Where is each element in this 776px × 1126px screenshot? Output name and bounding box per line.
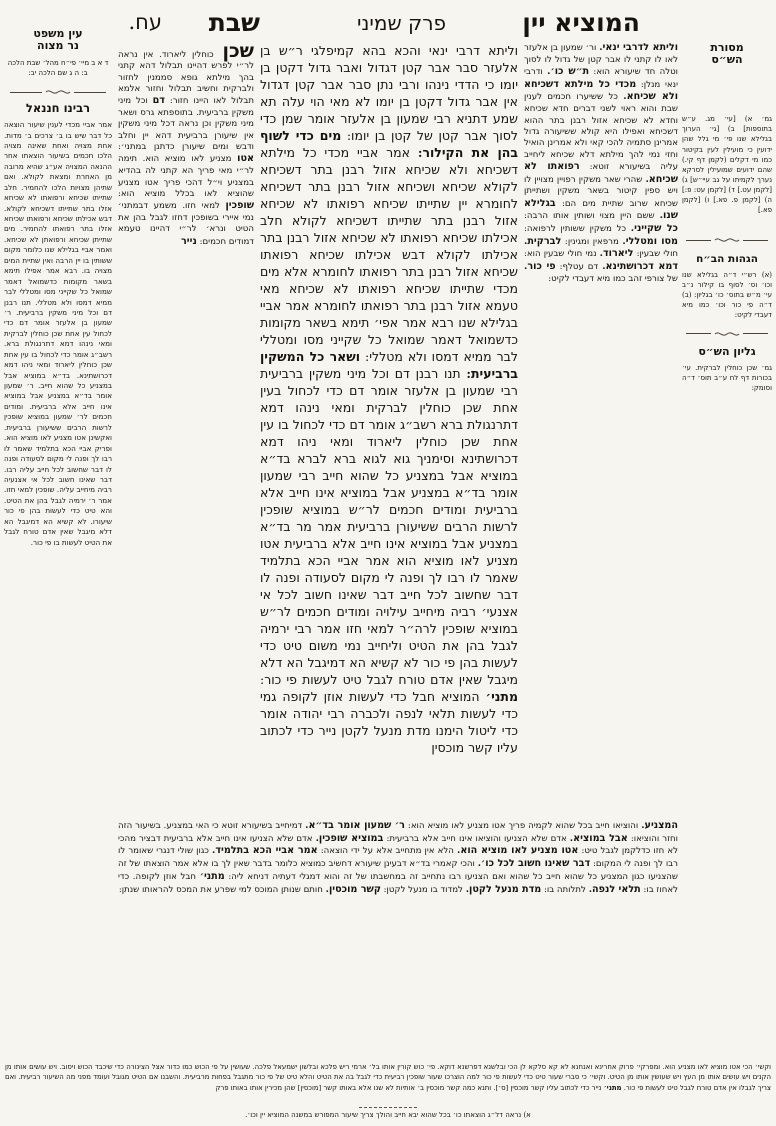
dibur-hamatchil: לברקית. [524,235,562,247]
text-segment: וקשי׳ הכי אטו מוציא לאו מצניע הוא. ומפרקי׳ פרוק אחרינא ואנחנא לא קא סלקא לן הכי ובלשנא דפרשנא דוקא. פי׳ כוש קורין אותו בל׳ ארמי ריש פלכא ובלשון ישמעאל פלכה. שעושין על פי הכוש כמו כדור אצל הצינורה כדי שיכבד הכוש ויסוב. ויש עושים אותו מן הקנים ויש עושים אותו מן העץ ויש שעושין אותו מן הטיט. וקשי׳ כי סברי שעור טיט כדי לעשות פי כור למה הוצרכו שעור שופכין רביעית כדי לגבל בה את הטיט והלא טיט של פי כור מתגבל בפחות מרביעית. והשבנו אם הטיט מגובל ועומד מפני מה השיעור רביעית. ואם צריך לגבלו אין אדם טורח לגבל טיט לעשות פי כור. [5,1063,771,1092]
gemara-column [260,42,518,812]
dibur-hamatchil: מתני׳ [199,870,225,882]
divider-ornament [686,236,768,244]
ornament-squiggle-icon [714,330,740,338]
dibur-hamatchil: ת״ש כו׳. [547,66,590,78]
dibur-hamatchil: נייר [181,235,197,247]
dibur-hamatchil: אטו [237,153,254,165]
text-segment: ודרבי ינאי מנלן: [524,67,678,90]
dibur-hamatchil: ושאר כל המשקין ברביעית: [260,349,518,381]
ein-mishpat-entries: ד א ב מיי׳ פי״ח מהל׳ שבת הלכה ב: ה ג שם הלכה יב: [7,59,109,78]
text-segment: לתלותה בו: [543,884,586,895]
text-segment: מרפאין ומגינין: [564,236,619,247]
text-segment: והכי קאמרי בד״א דבעינן שיעורא דחשיב כמוציא כלומר בדבר שאין לך בו אלא אמר הוצאתו של זה שהצניעו כגון המצניע כל שהוא חייב כל שהוא ואם הצניעו רבו נתחייב זה במחשבתו של זה והוא דמגלי דעתיה דניחא ליה: [118,859,678,882]
text-segment: וליתא דרבי ינאי והכא בהא קמיפלגי ר״ש בן אלעזר סבר אבר קטן דגדול ואבר גדול דקטן בן יומו כי הדדי נינהו ורבי נתן סבר אבר קטן דגדול אין אבר גדול דקטן בן יומו לא מאי הוי עלה תא שמע דתניא רבי שמעון בן אלעזר אומר שמן כדי לסוך אבר קטן של קטן בן יומו: [260,43,518,143]
text-segment: אדם שלא הצניעו והוציאו אינו חייב אלא ברביעית: [386,833,567,844]
footnote-divider [359,1107,417,1108]
text-segment: אמר אביי מכדי כל מילתא דשכיחא ולא שכיחא אזול רבנן בתר דשכיחא לקולא שכיחא ושכיחא אזול רבנן בתר דשכיחא לחומרא יין שתייתו שכיחא רפואתו לא שכיחא אזול רבנן בתר שתייתו דשכיחא לקולא חלב אכילתו שכיחא רפואתו לא שכיחא אזול רבנן בתר אכילתו לקולא דבש אכילתו שכיחא רפואתו שכיחא אזול רבנן בתר רפואתו לחומרא אלא מים מכדי שתייתו שכיחא רפואתו לא שכיחא מאי טעמא אזול רבנן בתר רפואתו לחומרא אמר אביי בגלילא שנו רבא אמר אפי׳ תימא בשאר מקומות כדשמואל דאמר שמואל כל שקייני מסו ומטללי לבר ממיא דמסו ולא מטללי: [260,145,518,364]
dibur-hamatchil: פי כור. [524,261,556,273]
masoret-hashas-text: גמ׳ א) [עי׳ מג. ע״ש בתוספות] ב) [גי׳ הערוך בגלילא שנו פי׳ מי גלל שהן ידועין כי מועילין לעין בקיטור כמו מי דקלים (לקמן דף קי.) שהם ידועים שמועילין לסרקא נערך לקמיתו על גב עיי״ש] ג) [לקמן עט.] ד) [לקמן עט: פ:] ה) [לקמן פ. פא.] ו) [לקמן פא.] [682,115,772,215]
dibur-hamatchil: מדת מנעל לקטן. [465,883,542,895]
dibur-hamatchil: אבל במוציא. [569,832,628,844]
hagahot-habach-text: (א) רש״י ד״ה בגלילא שנו וכו׳ וס׳ לסוף בו קילור נ״ב עי׳ מ״ש בתוס׳ כו׳ בגליון: (ב) ד״ה פי כור וכו׳ כמו מיא דעבדי לקיט: [682,270,772,320]
dibur-hamatchil: רפואתו לא שכיחא. [524,160,678,185]
text-segment: חולי שבעין: [636,249,678,260]
text-segment: הלא אין מתחייב אלא על ידי הוצאה: [320,846,454,857]
text-segment: דמיחייב בשיעורא זוטא כי האי במצניע. בשיעור הזה וחזר והוציאו: [118,821,678,844]
text-segment: תנו רבנן דם וכל מיני משקין ברביעית רבי שמעון בן אלעזר אומר דם כדי לכחול בעין אחת שכן כוחלין לברקית ומאי נינהו דמא דתרנגולת ברא רשב״ג אומר דם כדי לכחול בו עין אחת שכן כוחלין ליארוד ומאי ניהו דמא דכרושתינא וסימניך גוא לגוא ברא לברא בד״א במוציא אבל במצניע כל שהוא חייב רבי שמעון אומר בד״א במצניע אבל במוציא אינו חייב אלא ברביעית ומודים חכמים לר״ש במוציא שופכין לרשות הרבים ששיעורן ברביעית אמר מר בד״א במצניע אבל במוציא אינו חייב אלא ברביעית אטו מצניע לאו מוציא הוא אמר אביי הכא בתלמיד שאמר לו רבו לך ופנה לי מקום לסעודה ופנה לו דבר שחשוב לכל חייב דבר שאינו חשוב לכל אי אצנעי׳ רביה מיחייב עילויה ומודים חכמים לר״ש במוציא שופכין לרה״ר למאי חזו אמר רבי ירמיה לגבל בהן את הטיט וליחייב נמי משום טיט כדי לעשות בהן פי כור לא קשיא הא דמיגבל הא דלא מיגבל שאין אדם טורח לגבל טיט לעשות פי כור: [260,366,518,687]
masoret-title-line1: מסורת [710,41,744,54]
text-segment: כל משקין ששותין לרפואה: [524,224,627,235]
dibur-hamatchil: אמר אביי הכא בתלמיד. [212,845,318,857]
dibur-hamatchil: קשר מוכסין. [325,883,381,895]
masoret-hashas-header [682,42,772,66]
text-segment: שהרי שאר משקין רפויין מצויין לו ויש ספין קיטור בשאר משקין ושתייתן שכיחא שרוב שתיית מים הם: [524,174,678,209]
rashi-full-width-continuation [118,820,678,1058]
chapter-number: פרק שמיני [356,11,446,35]
tractate-name: שבת [208,8,260,37]
dibur-hamatchil: שכן [222,42,254,62]
dibur-hamatchil: וליתא לדרבי ינאי. [599,42,678,53]
gilyon-hashas-header: גליון הש״ס [698,344,756,358]
text-segment: נייר כדי לכתוב עליו קשר מוכסין [ס׳]. ותנא כמה קשר מוכסין ב׳ אותיות לא שנו אלא באותו קשר [מוכסין] שהן מכירין אותו באותו פרק [215,1083,602,1092]
text-segment: למאי חזו. משמע דבמתני׳ נמי איירי בשופכין דחזו לגבל בהן את הטיט ונרא׳ לר״י דהיינו טעמא דמודים חכמים: [118,201,254,247]
rabbeinu-chananel-bottom-continuation [5,1062,771,1105]
dibur-hamatchil: דם [152,95,165,107]
dibur-hamatchil: דבר שאינו חשוב לכל כו׳. [477,858,591,870]
divider-ornament [10,88,106,96]
text-segment: ששם היין מצוי ושותין אותו הרבה: [524,211,655,222]
text-segment: כל ששיערו חכמים לענין שבת והוא ראוי לשני דברים חדא שכיחא וחדא לא שכיחא אזול רבנן בתר ההוא דשכיחא ואפילו היא קולא ששיעורה גדול אמרינן סתמיה להכי קאי ולא אמרינן הואיל וחזי נמי להך מילתא דלא שכיחא ליחייב עליה בשיעורא זוטא: [524,92,678,172]
ein-mishpat-header [4,28,112,52]
text-segment: למדוד בו מנעל לקטן: [383,884,463,895]
dibur-hamatchil: במוציא שופכין. [315,832,384,844]
dibur-hamatchil: מתני׳ [603,1083,622,1092]
hagahot-habach-header: הגהות הב״ח [696,253,758,266]
text-segment: חותם שנותן המוכס למי שפרע את המכס להראותו שנתן: [118,884,323,895]
text-segment: וכל מיני משקין ברביעית. בתוספתא גרס ושאר מיני משקין וכן נראה דכל מיני משקין אין שיעורן ברביעית דהא יין וחלב ודבש ומים שיעורן כדתנן במתני׳: [118,96,254,153]
dibur-hamatchil: מכדי כל מילתא דשכיחא ולא שכיחא. [524,78,678,103]
text-segment: כוחלין ליארוד. אין נראה לר״י לפרש דהיינו תבלול דהא קתני בהך מילתא גופא סממנין לחזור ולברקית וחשיב תבלול וחזור אלמא תבלול לאו היינו חזור: [118,50,254,107]
rashi-column [524,42,678,810]
dibur-hamatchil: מתני׳ [485,689,518,704]
dibur-hamatchil: בגלילא שנו. [524,197,678,222]
text-segment: ור׳ שמעון בן אלעזר לאו לו קתני לו אבר קטן של גדול לו לסוך וטלה חד שיעורא הוא: [524,43,678,78]
rabbeinu-chananel-header: רבינו חננאל [25,101,91,116]
rabbeinu-chananel-text: אמר אביי מכדי לענין שיעור הוצאה כל דבר שיש בו ב׳ צרכים ב׳ מדות. אחת מצויה ואחת שאינה מצויה הלכו חכמים בשיעור הוצאתו אחר ההנאה המצויה אע״ג שהיא מרובה מן האחרת ומצאת לקולא. ואם שתיהן מצויות הלכו להחמיר. חלב שתייתו שכיחא ורפואתו לא שכיחא אזלו בתר שתייתו דשכיחא לקולא. דבש אכילתו שכיחא ורפואתו שכיחא אזלו בתר רפואתו להחמיר. מים שתייתן שכיחא ורפואתן לא שכיחא. ואמר אביי בגלילא שנו כלומר מקום ששותין בו יין הרבה ואין שתיית המים מצויה בו. רבא אמר אפילו תימא בשאר מקומות כדשמואל דאמר שמואל כל שקייני מסו ומטללי לבר ממיא דמסו ולא מטללי. תנו רבנן דם וכל מיני משקין ברביעית. ר׳ שמעון בן אלעזר אומר דם כדי לכחול עין אחת שכן כוחלין לברקית ומאי נינהו דמא דתרנגולת ברא. רשב״ג אומר כדי לכחול בו עין אחת שכן כוחלין ליארוד ומאי ניהו דמא דכרושתינא. בד״א במוציא אבל במצניע כל שהוא חייב. ר׳ שמעון אומר בד״א במצניע אבל במוציא אינו חייב אלא ברביעית. ומודים חכמים לר׳ שמעון במוציא שופכין לרשות הרבים ששיעורן ברביעית. ואקשינן אטו מצניע לאו מוציא הוא. ופריק אביי הכא בתלמיד שאמר לו רבו לך ופנה לי מקום לסעודה ופנה לו דבר שחשוב לכל חייב עליה רבו. דבר שאינו חשוב לכל אי אצנעיה רביה מיחייב עליה. שופכין למאי חזו. אמר ר׳ ירמיה לגבל בהן את הטיט. והא טיט כדי לעשות בהן פי כור שיעורו. לא קשיא הא דמיגבל הא דלא מיגבל שאין אדם טורח לגבל את הטיט לעשות בו פי כור. [4,120,112,547]
text-segment: והוציאו חייב בכל שהוא לקמיה פריך אטו מצניע לאו מוציא הוא: [407,821,639,831]
masoret-title-line2: הש״ס [711,53,743,67]
dibur-hamatchil: ר׳ שמעון אומר בד״א. [305,820,405,831]
dibur-hamatchil: אטו מצניע לאו מוציא הוא. [456,845,579,857]
ein-mishpat-title-line2: נר מצוה [37,39,79,53]
text-segment: המוציא חבל כדי לעשות אוזן לקופה גמי כדי לעשות תלאי לנפה ולכברה רבי יהודה אומר כדי ליטול הימנו מדת מנעל לקטן נייר כדי לכתוב עליו קשר מוכסין [260,689,518,755]
divider-ornament [686,330,768,338]
footnote-text: א) נראה דל״ג הוצאתו כו׳ בכל שהוא יבא חייב והולך צריך שיעור המפורש במשנה המוציא יין וכו׳. [245,1111,531,1119]
text-segment: מצניע לאו מוציא הוא. תימה לר״י מאי פריך הא קתני לה בהדיא במצניע וי״ל דהכי פריך אטו מצניע שהוציא לאו בכלל מוציא הוא: [118,154,254,199]
outer-margin-column [4,28,112,1032]
dibur-hamatchil: המצניע. [641,820,678,831]
dibur-hamatchil: מים כדי לשוף בהן את הקילור: [260,128,518,160]
ornament-squiggle-icon [714,236,740,244]
text-segment: דם עטלף: [559,262,599,273]
ornament-squiggle-icon [45,88,71,96]
dibur-hamatchil: תלאי לנפה. [588,883,641,895]
inner-margin-column [682,42,772,417]
text-segment: נמי חולי שבעין הוא: [524,249,597,260]
text-segment: כגון שולי דנגרי שאומר לו רבו לך ופנה לי המקום: [118,846,678,870]
chapter-name: המוציא יין [522,8,640,37]
text-segment: חבל אוזן לקופה. כדי לאחוז בו: [118,871,678,895]
dibur-hamatchil: כל שקייני. [630,223,678,235]
text-segment: של צורפי זהב כמו מיא דעבדי לקיט: [548,273,678,284]
dibur-hamatchil: מסו ומטללי. [622,235,678,247]
ein-mishpat-title-line1: עין משפט [33,27,83,40]
daf-number: עח. [128,10,162,34]
gilyon-hashas-text: גמ׳ שכן כוחלין לברקית. עי׳ בכורות דף לח ע״ב תוס׳ ד״ה וסומק: [682,363,772,393]
dibur-hamatchil: ליארוד. [599,248,634,260]
text-segment: אדם שלא הצניעו אינו חייב אלא ברביעית דבציר מהכי לא חזו כדלקמן לגבל טיט: [118,833,678,857]
tosafot-column [118,42,254,810]
dibur-hamatchil: שופכין [225,200,254,212]
dibur-hamatchil: דמא דכרושתינא. [602,261,678,273]
